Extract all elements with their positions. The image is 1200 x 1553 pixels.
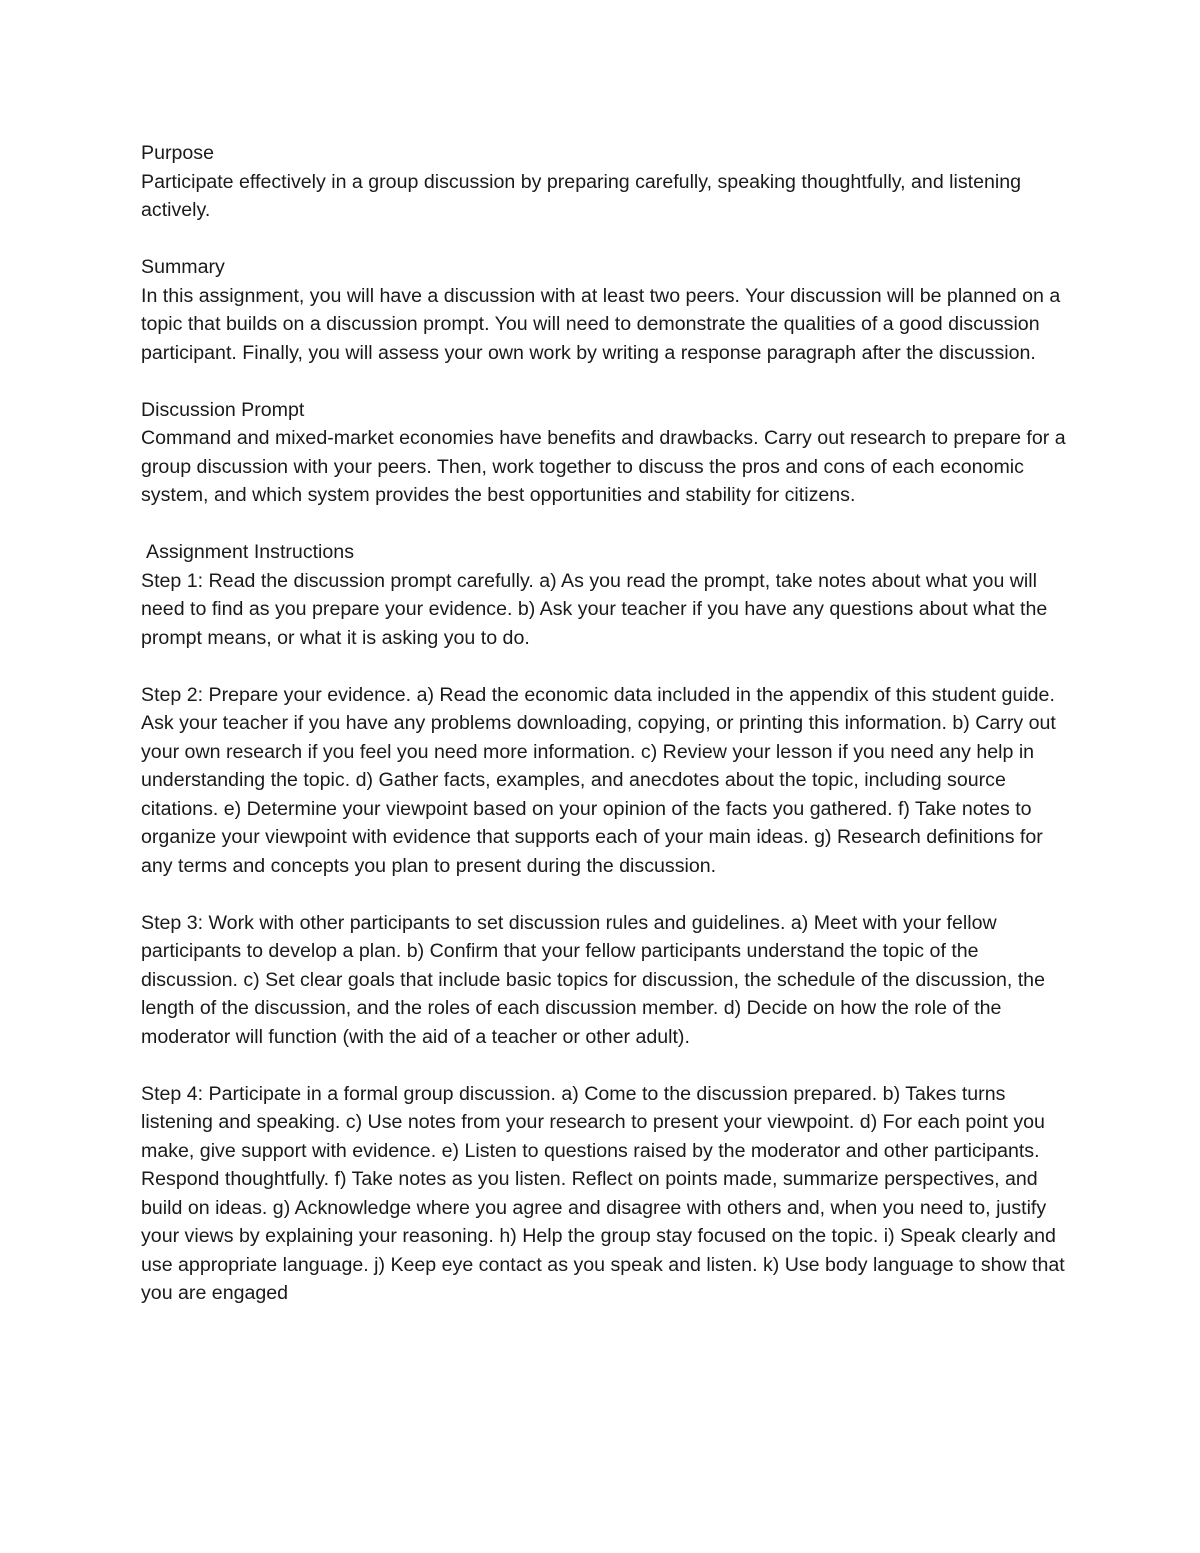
step-3: Step 3: Work with other participants to set discussion rules and guidelines. a) Meet with your fellow participants to develop a plan. b) Confirm that your fellow participants understand the topic of the discussion. c) Set clear goals that include basic topics for discussion, the schedule of the discussion, the length of the discussion, and the roles of each discussion member. d) Decide on how the role of the moderator will function (with the aid of a teacher or other adult).: [141, 911, 1045, 1048]
document-page: [141, 139, 1071, 1336]
discussion-prompt-heading: Discussion Prompt: [141, 398, 305, 421]
purpose-text: Participate effectively in a group discussion by preparing carefully, speaking thoughtfully, and listening actively.: [141, 170, 1022, 221]
step-2: Step 2: Prepare your evidence. a) Read the economic data included in the appendix of this student guide. Ask your teacher if you have any problems downloading, copying, or printing this information. b) Carry out your own research if you feel you need more information. c) Review your lesson if you need any help in understanding the topic. d) Gather facts, examples, and anecdotes about the topic, including source citations. e) Determine your viewpoint based on your opinion of the facts you gathered. f) Take notes to organize your viewpoint with evidence that supports each of your main ideas. g) Research definitions for any terms and concepts you plan to present during the discussion.: [141, 683, 1056, 877]
discussion-prompt-text: Command and mixed-market economies have benefits and drawbacks. Carry out research to prepare for a group discussion with your peers. Then, work together to discuss the pros and cons of each economic system, and which system provides the best opportunities and stability for citizens.: [141, 427, 1066, 506]
step-1: Step 1: Read the discussion prompt carefully. a) As you read the prompt, take notes about what you will need to find as you prepare your evidence. b) Ask your teacher if you have any questions about what the prompt means, or what it is asking you to do.: [141, 569, 1048, 649]
purpose-heading: Purpose: [141, 142, 214, 164]
summary-text: In this assignment, you will have a discussion with at least two peers. Your discussion will be planned on a topic that builds on a discussion prompt. You will need to demonstrate the qualities of a good discussion participant. Finally, you will assess your own work by writing a response paragraph after the discussion.: [141, 284, 1061, 364]
summary-heading: Summary: [141, 256, 225, 278]
instructions-heading: Assignment Instructions: [146, 541, 355, 563]
step-4: Step 4: Participate in a formal group discussion. a) Come to the discussion prepared. b) Takes turns listening and speaking. c) Use notes from your research to present your viewpoint. d) For each point you make, give support with evidence. e) Listen to questions raised by the moderator and other participants. Respond thoughtfully. f) Take notes as you listen. Reflect on points made, summarize perspectives, and build on ideas. g) Acknowledge where you agree and disagree with others and, when you need to, justify your views by explaining your reasoning. h) Help the group stay focused on the topic. i) Speak clearly and use appropriate language. j) Keep eye contact as you speak and listen. k) Use body language to show that you are engaged: [141, 1082, 1065, 1304]
step-4-section: [141, 1080, 1071, 1308]
step-3-section: [141, 909, 1071, 1052]
purpose-section: [141, 139, 1071, 225]
summary-section: [141, 253, 1071, 367]
instructions-section: [141, 538, 1071, 652]
step-2-section: [141, 681, 1071, 881]
discussion-prompt-section: [141, 396, 1071, 510]
